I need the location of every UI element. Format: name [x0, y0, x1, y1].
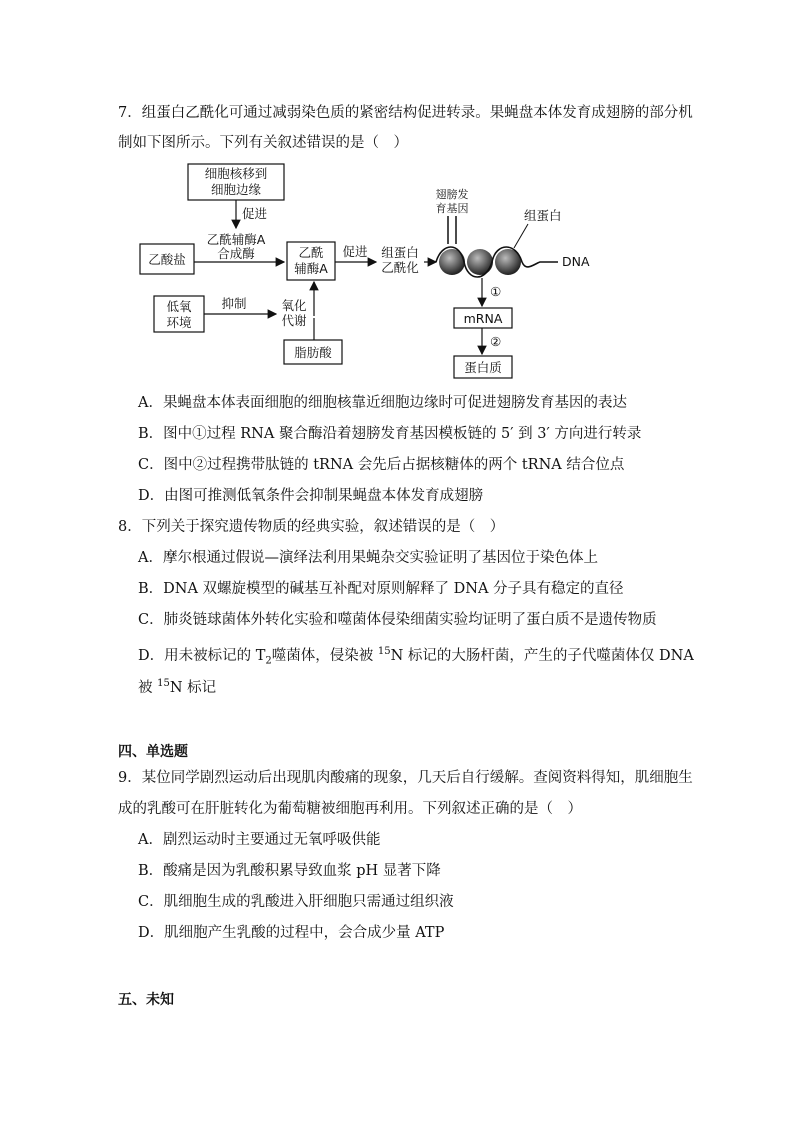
histone-acetylation-text-1: 组蛋白 — [381, 245, 419, 260]
box-protein-text: 蛋白质 — [464, 360, 502, 375]
q7-option-b: B．图中①过程 RNA 聚合酶沿着翅膀发育基因模板链的 5′ 到 3′ 方向进行转录 — [138, 426, 642, 442]
label-promote-2: 促进 — [342, 244, 368, 259]
q7-option-d: D．由图可推测低氧条件会抑制果蝇盘本体发育成翅膀 — [138, 488, 484, 504]
q8-option-b: B．DNA 双螺旋模型的碱基互补配对原则解释了 DNA 分子具有稳定的直径 — [138, 581, 624, 597]
gene-label-2: 育基因 — [435, 202, 469, 215]
box-cell-migration-text-2: 细胞边缘 — [210, 182, 262, 197]
q9-stem-line2: 成的乳酸可在肝脏转化为葡萄糖被细胞再利用。下列叙述正确的是（ ） — [118, 801, 582, 817]
q9-stem-line1: 9．某位同学剧烈运动后出现肌肉酸痛的现象，几天后自行缓解。查阅资料得知，肌细胞生 — [118, 770, 693, 786]
nucleosome-2 — [467, 249, 493, 275]
histone-acetylation-text-2: 乙酰化 — [381, 260, 419, 275]
q8-option-c: C．肺炎链球菌体外转化实验和噬菌体侵染细菌实验均证明了蛋白质不是遗传物质 — [138, 612, 657, 628]
q7-mechanism-diagram — [130, 158, 590, 383]
enzyme-label-2: 合成酶 — [217, 246, 255, 261]
histone-label: 组蛋白 — [524, 208, 562, 223]
q7-option-a: A．果蝇盘本体表面细胞的细胞核靠近细胞边缘时可促进翅膀发育基因的表达 — [138, 395, 627, 411]
section-4-title: 四、单选题 — [118, 744, 188, 760]
q8-option-d-part3: N 标记的大肠杆菌，产生的子代噬菌体仅 DNA — [390, 647, 694, 664]
q9-option-d: D．肌细胞产生乳酸的过程中，会合成少量 ATP — [138, 925, 445, 941]
q9-option-c: C．肌细胞生成的乳酸进入肝细胞只需通过组织液 — [138, 894, 454, 910]
q7-stem-line1: 7．组蛋白乙酰化可通过减弱染色质的紧密结构促进转录。果蝇盘本体发育成翅膀的部分机 — [118, 105, 693, 121]
q8-stem: 8．下列关于探究遗传物质的经典实验，叙述错误的是（ ） — [118, 519, 505, 535]
q8-option-d-sub: 2 — [265, 655, 272, 667]
q8-option-d-line2-part2: N 标记 — [169, 679, 217, 696]
q8-option-d-part1: D．用未被标记的 T — [138, 647, 266, 664]
box-hypoxia-text-2: 环境 — [166, 315, 192, 330]
q8-option-d-line2 — [138, 674, 216, 698]
box-mrna-text: mRNA — [463, 311, 503, 326]
gene-label-1: 翅膀发 — [435, 188, 469, 201]
box-acetate-text: 乙酸盐 — [148, 252, 186, 267]
enzyme-label-1: 乙酰辅酶A — [206, 232, 266, 247]
box-acetylcoa-text-2: 辅酶A — [294, 261, 328, 276]
label-promote-1: 促进 — [242, 206, 268, 221]
q7-stem-line2: 制如下图所示。下列有关叙述错误的是（ ） — [118, 135, 408, 151]
box-fatty-acid-text: 脂肪酸 — [294, 345, 332, 360]
box-cell-migration-text-1: 细胞核移到 — [204, 166, 268, 181]
box-hypoxia-text-1: 低氧 — [166, 299, 192, 314]
q9-option-a: A．剧烈运动时主要通过无氧呼吸供能 — [138, 832, 381, 848]
step-2-label: ② — [490, 334, 502, 349]
q8-option-d-sup: 15 — [377, 646, 391, 657]
q8-option-a: A．摩尔根通过假说—演绎法利用果蝇杂交实验证明了基因位于染色体上 — [138, 550, 598, 566]
q8-option-d-line2-part1: 被 — [138, 679, 158, 696]
histone-pointer — [514, 224, 528, 248]
q8-option-d-line2-sup: 15 — [157, 678, 170, 689]
dna-label: DNA — [562, 254, 590, 269]
oxidative-text-1: 氧化 — [281, 298, 307, 313]
oxidative-text-2: 代谢 — [281, 313, 307, 328]
step-1-label: ① — [490, 284, 502, 299]
box-acetylcoa-text-1: 乙酰 — [298, 245, 324, 260]
section-5-title: 五、未知 — [118, 992, 174, 1008]
q8-option-d-line1 — [138, 642, 694, 672]
q9-option-b: B．酸痛是因为乳酸积累导致血浆 pH 显著下降 — [138, 863, 441, 879]
label-inhibit: 抑制 — [221, 296, 247, 311]
q8-option-d-part2: 噬菌体，侵染被 — [271, 647, 378, 664]
q7-option-c: C．图中②过程携带肽链的 tRNA 会先后占据核糖体的两个 tRNA 结合位点 — [138, 457, 625, 473]
